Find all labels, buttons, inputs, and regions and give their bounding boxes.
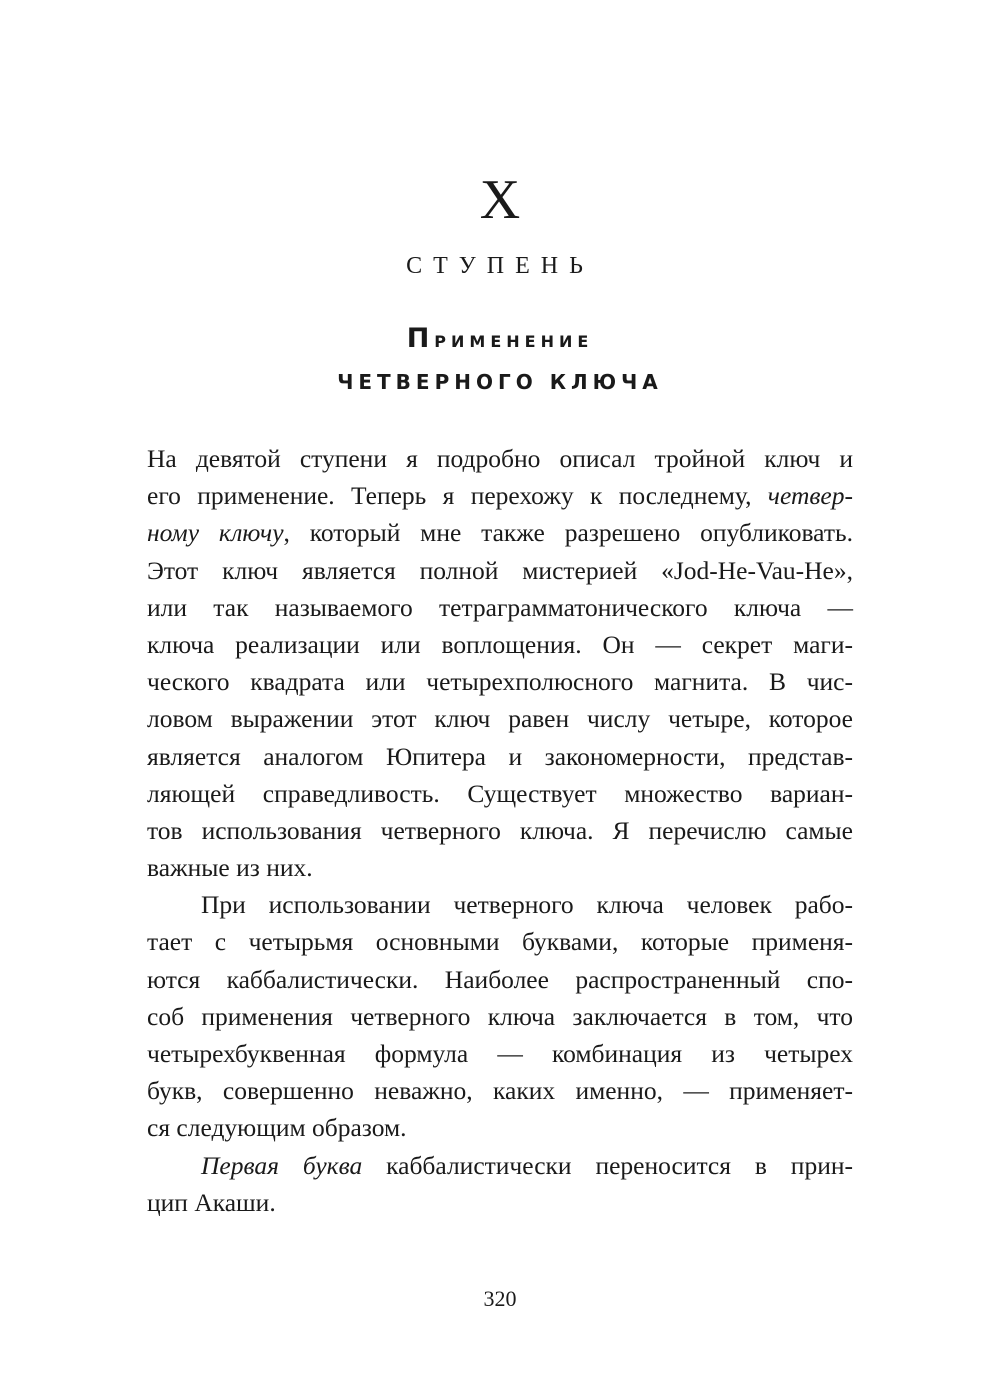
text-line: является аналогом Юпитера и закономерности, представ- — [147, 741, 853, 771]
chapter-title-line-2: ЧЕТВЕРНОГО КЛЮЧА — [337, 370, 663, 394]
italic-term: ному ключу — [147, 518, 284, 548]
chapter-title — [0, 318, 1000, 403]
text-line: При использовании четверного ключа человек рабо- — [201, 890, 853, 920]
text-line: тает с четырьмя основными буквами, которые применя- — [147, 927, 853, 957]
text-line — [147, 477, 853, 514]
text-segment: , который мне также разрешено опубликовать. — [283, 518, 853, 548]
text-line: букв, совершенно неважно, каких именно, — применяет- — [147, 1076, 853, 1106]
chapter-numeral: X — [479, 169, 521, 231]
text-line: тов использования четверного ключа. Я перечислю самые — [147, 815, 853, 845]
text-line: или так называемого тетраграмматонического ключа — — [147, 592, 853, 622]
text-line: Этот ключ является полной мистерией «Jod-He-Vau-He», — [147, 555, 853, 585]
chapter-title-initial: П — [406, 323, 435, 354]
text-line: ются каббалистически. Наиболее распространенный спо- — [147, 964, 853, 994]
text-line — [147, 514, 853, 551]
text-line: ся следующим образом. — [147, 1113, 407, 1143]
body-text — [147, 440, 853, 1221]
chapter-title-line-1 — [0, 318, 1000, 361]
text-segment: каббалистически переносится в прин- — [362, 1150, 853, 1180]
italic-term: четвер- — [767, 481, 853, 511]
text-line: ческого квадрата или четырехполюсного магнита. В чис- — [147, 667, 853, 697]
text-line: важные из них. — [147, 853, 313, 883]
text-line: ловом выражении этот ключ равен числу четыре, которое — [147, 704, 853, 734]
chapter-title-rest: рименение — [434, 327, 594, 353]
text-line: На девятой ступени я подробно описал тройной ключ и — [147, 444, 853, 473]
text-segment: его применение. Теперь я перехожу к последнему, — [147, 481, 752, 511]
chapter-label: СТУПЕНЬ — [406, 253, 594, 279]
page-number: 320 — [483, 1286, 517, 1311]
text-line: четырехбуквенная формула — комбинация из четырех — [147, 1039, 853, 1068]
text-line: соб применения четверного ключа заключается в том, что — [147, 1001, 853, 1031]
text-line: цип Акаши. — [147, 1187, 276, 1217]
italic-term: Первая буква — [201, 1150, 363, 1180]
text-line: ключа реализации или воплощения. Он — секрет маги- — [147, 629, 853, 659]
text-line — [147, 1147, 853, 1184]
text-line: ляющей справедливость. Существует множество вариан- — [147, 778, 853, 808]
